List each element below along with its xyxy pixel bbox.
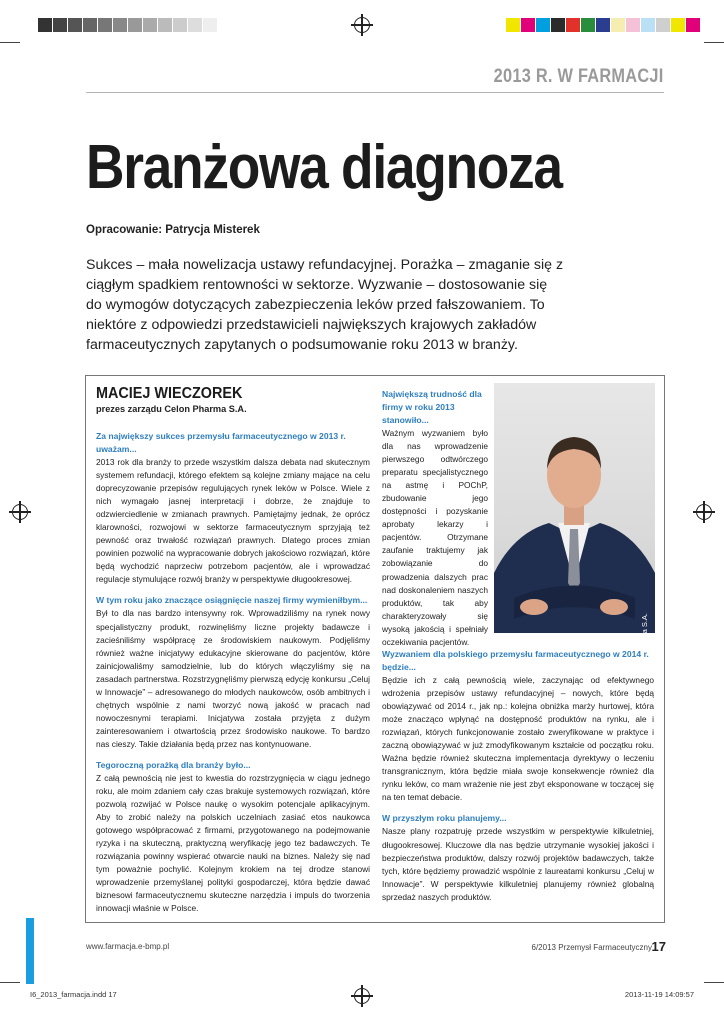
question-heading: Tegoroczną porażką dla branży było... — [96, 759, 251, 770]
crop-mark — [704, 982, 724, 983]
answer-paragraph: Był to dla nas bardzo intensywny rok. Wprowadziliśmy na rynek nowy specjalistyczny produkt, rozwinęliśmy liczne projekty badawcze i zacieśniliśmy współpracę ze środowiskiem naukowym. Podjęliśmy również ważne inicjatywy edukacyjne skierowane do pacjentów, które zainicjowaliśmy samodzielnie, lub do których włączyliśmy się na zasadach partnerstwa. Rozstrzygnęliśmy pierwszą edycję konkursu „Celuj w Innowacje” – adresowanego do młodych naukowców, osób ambitnych i chętnych wspólnie z nami tworzyć nową jakość w pracach nad nowoczesnymi terapiami. Inicjatywa została przyjęta z dużym zainteresowaniem i otwartością przez środowisko naukowe. To bardzo nas cieszy. Takie działania będą przez nas kontynuowane. — [96, 608, 370, 749]
crop-mark — [704, 42, 724, 43]
footer-url: www.farmacja.e-bmp.pl — [86, 942, 170, 951]
crop-mark — [0, 982, 20, 983]
page-title: Branżowa diagnoza — [86, 133, 562, 202]
question-heading: W tym roku jako znaczące osiągnięcie naszej firmy wymieniłbym... — [96, 595, 368, 606]
page-edge-accent — [26, 918, 34, 984]
answer-paragraph: Z całą pewnością nie jest to kwestia do rozstrzygnięcia w ciągu jednego roku, ale moim zdaniem cały czas brakuje systemowych rozwiązań, które pozwolą rozwijać w Polsce naukę o wysokim potencjale aplikacyjnym. Aby to zrobić należy na polskich uczelniach zasiać etos naukowca gotowego współpracować z firmami, przygotowanego na podejmowanie ryzyka i na skuteczną, praktyczną weryfikację jego tez badawczych. Te rozwiązania powinny wspierać otwarcie nauki na biznes. Należy się nad tym poważnie pochylić. Kolejnym krokiem na tej drodze stanowi wprowadzenie przemyślanej polityki gospodarczej, która będzie dawać biznesowi farmaceutycznemu skuteczne narzędzia i impuls do tworzenia innowacji właśnie w Polsce. — [96, 772, 370, 914]
answer-paragraph: 2013 rok dla branży to przede wszystkim dalsza debata nad skutecznym systemem refundacji, którego efektem są kolejne zmiany mające na celu doprecyzowanie przepisów regulujących rynek leków w Polsce. Wiele z nich wymagało jasnej interpretacji i dobrze, że znajduje to odzwierciedlenie w zmianach prawnych. Pamiętajmy jednak, że oprócz klarowności, rozwojowi w sektorze farmaceutycznym sprzyjają też pewność oraz trwałość rozwiązań prawnych. Dlatego proces zmian powinien pozwolić na wypracowanie dobrych jakościowo rozwiązań, które będą wychodzić naprzeciw potrzebom pacjentów, ale i wprowadzać regulacje stymulujące rozwój branży w perspektywie długookresowej. — [96, 457, 370, 585]
color-bar — [506, 18, 701, 32]
page-number: 17 — [651, 939, 666, 954]
print-slug-file: I6_2013_farmacja.indd 17 — [30, 990, 117, 999]
answer-paragraph: Będzie ich z całą pewnością wiele, zaczynając od efektywnego wdrożenia przepisów ustawy refundacyjnej – nowych, które będą obowiązywać od 2014 r., jak np.: kolejna obniżka marży hurtowej, która może znacząco wpłynąć na dostępność produktów na rynku, ale i rozwiązań, których funkcjonowanie zostało zweryfikowane w praktyce i zaczną obowiązywać w już zmodyfikowanym kształcie od początku roku. Ważna będzie również skuteczna implementacja dyrektywy o leczeniu transgranicznym, która będzie miała swoje konsekwencje również dla rynku leków, co mam wrażenie nie jest zbyt eksponowane w toczącej się na ten temat debacie. — [382, 675, 654, 803]
registration-mark-bottom — [354, 988, 370, 1004]
interviewee-name: MACIEJ WIECZOREK — [96, 385, 243, 402]
answer-paragraph: Nasze plany rozpatruję przede wszystkim w perspektywie kilkuletniej, długookresowej. Kluczowe dla nas będzie utrzymanie wysokiej jakości i bezpieczeństwa produktów, dalszy rozwój projektów badawczych, także tych, które będziemy prowadzić wspólnie z laureatami konkursu „Celuj w Innowacje”. W perspektywie kilkuletniej planujemy również globalną sprzedaż naszych produktów. — [382, 826, 654, 902]
lead-paragraph: Sukces – mała nowelizacja ustawy refundacyjnej. Porażka – zmaganie się z ciągłym spadkiem rentowności w sektorze. Wyzwanie – dostosowanie się do wymogów dotyczących zabezpieczenia leków przed fałszowaniem. To niektóre z odpowiedzi przedstawicieli największych krajowych zakładów farmaceutycznych zapytanych o podsumowanie roku 2013 w branży. — [86, 257, 564, 353]
question-heading: Za największy sukces przemysłu farmaceutycznego w 2013 r. uważam... — [96, 431, 346, 454]
question-heading: W przyszłym roku planujemy... — [382, 813, 507, 824]
interview-column-left — [96, 430, 370, 916]
crop-mark — [0, 42, 20, 43]
question-heading: Największą trudność dla firmy w roku 2013 stanowiło... — [382, 389, 482, 425]
byline: Opracowanie: Patrycja Misterek — [86, 224, 260, 236]
question-heading: Wyzwaniem dla polskiego przemysłu farmaceutycznego w 2014 r. będzie... — [382, 649, 649, 672]
interview-column-right — [382, 648, 654, 904]
section-label: 2013 R. W FARMACJI — [494, 66, 664, 87]
grayscale-bar — [38, 18, 218, 32]
portrait-illustration — [494, 383, 655, 633]
section-divider — [86, 92, 664, 93]
footer-issue: 6/2013 Przemysł Farmaceutyczny — [531, 943, 652, 952]
registration-mark-left — [12, 504, 28, 520]
answer-paragraph: Ważnym wyzwaniem było dla nas wprowadzenie pierwszego odtwórczego preparatu specjalistycznego na astmę i POChP, zbudowanie jego dostępności i pozyskanie aprobaty lekarzy i pacjentów. Otrzymane zaufanie traktujemy jak zobowiązanie do prowadzenia dalszych prac nad doskonaleniem naszych produktów, tak aby charakteryzowały się wysoką jakością i spełniały oczekiwania pacjentów. — [382, 428, 488, 647]
print-slug-date: 2013-11-19 14:09:57 — [624, 990, 694, 999]
photo-credit: Fot. Celon Pharma S.A. — [640, 613, 649, 693]
interviewee-role: prezes zarządu Celon Pharma S.A. — [96, 404, 247, 414]
interview-column-right-top — [382, 388, 488, 649]
registration-mark-right — [696, 504, 712, 520]
registration-mark-top — [354, 17, 370, 33]
